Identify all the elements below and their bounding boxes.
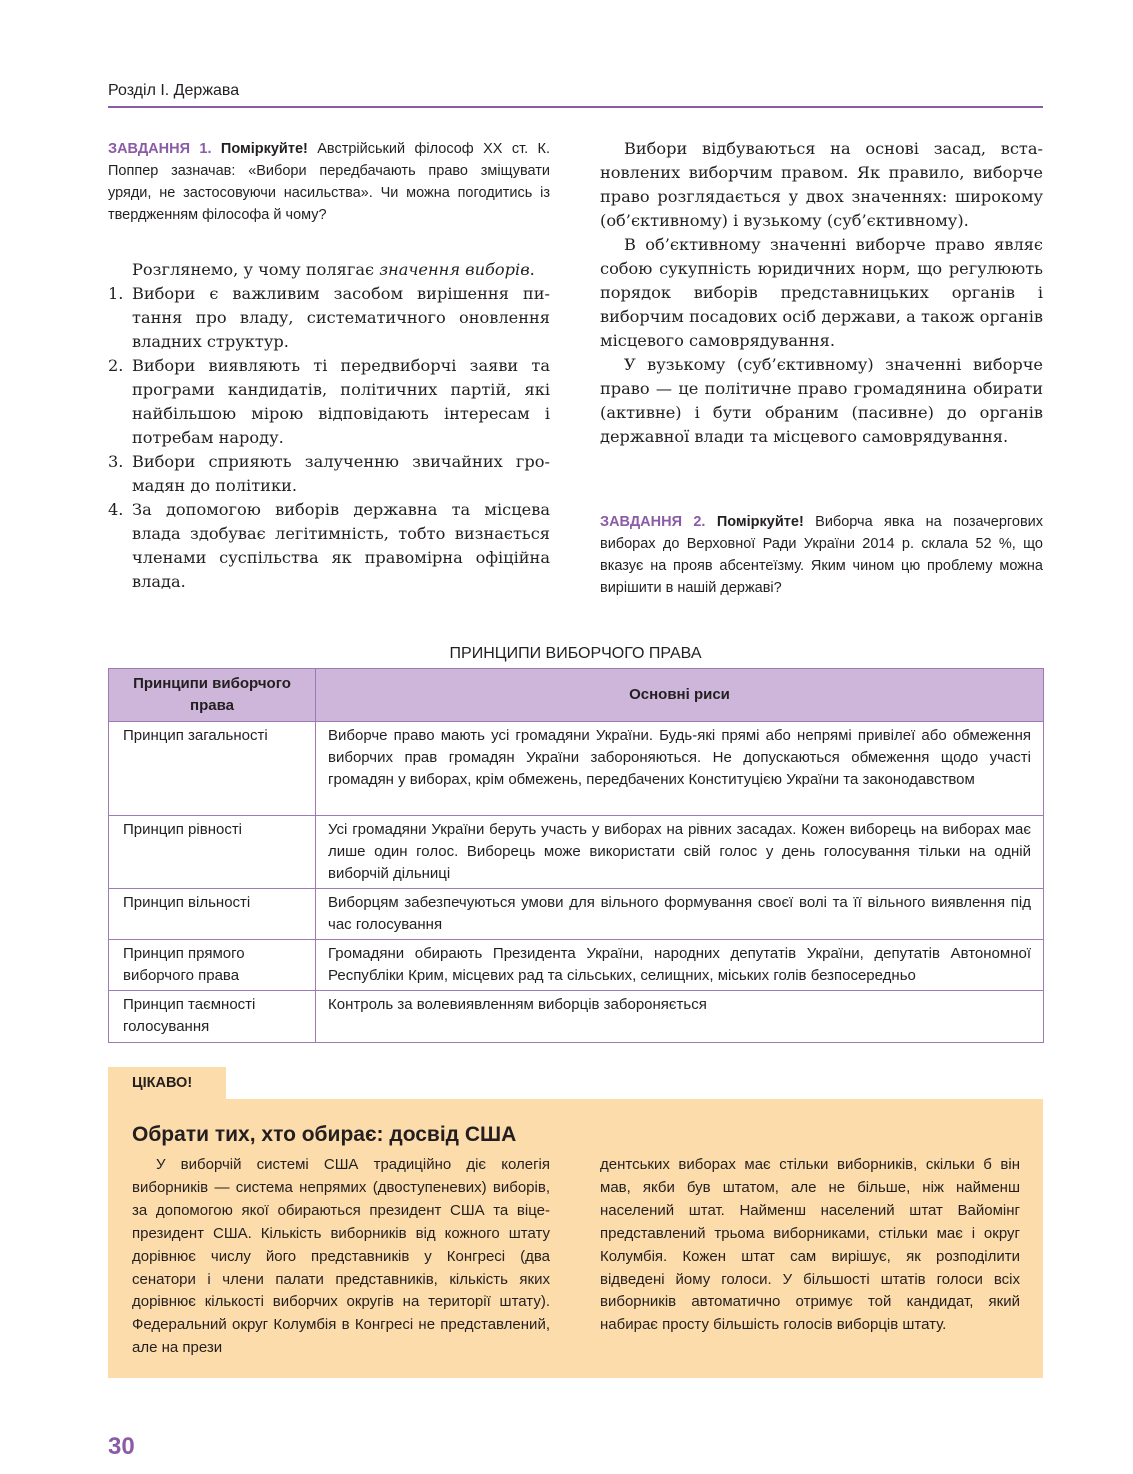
intro-emphasis: значення виборів: [379, 260, 530, 279]
page-number: 30: [108, 1433, 135, 1460]
task-1-label: ЗАВДАННЯ 1.: [108, 141, 212, 157]
principles-table: [108, 668, 1044, 1043]
box-title: Обрати тих, хто обирає: досвід США: [132, 1123, 517, 1146]
intro-paragraph: Розглянемо, у чому полягає значення виборів.: [132, 260, 535, 279]
box-right-text: дентських виборах має стільки виборників, скільки б він мав, якби був штатом, але не більше, ніж найменш населений штат. Найменш населений штат Вайомінг представлений трьома виборниками, стільки має і округ Колумбія. Кожен штат сам вирішує, як розподілити відведені йому голоси. У більшості штатів голоси всіх виборників автоматично отримує той кандидат, який набирає просту більшість голосів виборців штату.: [600, 1156, 1020, 1334]
suffrage-section: [600, 137, 1043, 449]
table-row: [109, 991, 1044, 1043]
principle-name: Принцип вільності: [109, 889, 316, 940]
task-1: [108, 138, 550, 226]
interesting-tag: ЦІКАВО!: [108, 1067, 226, 1100]
section-title: Розділ І. Держава: [108, 82, 240, 99]
principle-desc: Контроль за волевиявленням виборців забороняється: [316, 991, 1044, 1043]
table-row: [109, 889, 1044, 940]
table-caption: ПРИНЦИПИ ВИБОРЧОГО ПРАВА: [449, 645, 702, 662]
principle-desc: Усі громадяни України беруть участь у виборах на рівних засадах. Кожен виборець на виборах має лише один голос. Виборець може використати свій голос у день голосування тільки на одній виборчій дільниці: [316, 816, 1044, 889]
principle-name: Принцип таємності голосування: [109, 991, 316, 1043]
significance-list: [108, 282, 550, 594]
list-item: 4. За допомогою виборів державна та місцева влада здобуває легітимність, тобто визнається членами суспільства як правомірна офіційна влада.: [108, 500, 550, 591]
running-header: [108, 82, 1043, 108]
principle-name: Принцип прямого виборчого права: [109, 940, 316, 991]
box-left-text: У виборчій системі США традиційно діє колегія виборників — система непрямих (двоступеневих) виборів, за допомогою якої обираються президент США та віце-президент США. Кількість виборників від кожного штату дорівнює числу його представників у Конгресі (два сенатори і члени палати представників, кількість яких дорівнює кількості виборчих округів на території штату). Федеральний округ Колумбія в Конгресі не представлений, але на прези: [132, 1156, 550, 1357]
paragraph: В об’єктивному значенні виборче право являє собою сукупність юридичних норм, що регулюють порядок виборів представницьких органів і виборчим посадових осіб держави, а також органів місцевого самоврядування.: [600, 235, 1043, 350]
table-header-row: [109, 669, 1044, 722]
principle-name: Принцип рівності: [109, 816, 316, 889]
principle-desc: Виборцям забезпечуються умови для вільного формування своєї волі та її вільного виявлення під час голосування: [316, 889, 1044, 940]
principle-name: Принцип загальності: [109, 722, 316, 816]
task-1-lead: Поміркуйте!: [220, 141, 308, 157]
table-row: [109, 940, 1044, 991]
header-principles: Принципи виборчого права: [109, 669, 316, 722]
table-row: [109, 722, 1044, 816]
paragraph: У вузькому (суб’єктивному) значенні виборче право — це політичне право громадянина обирати (активне) і бути обраним (пасивне) до органів державної влади та місцевого самоврядування.: [600, 355, 1043, 446]
list-item: 1. Вибори є важливим засобом вирішення питання про владу, систематичного оновлення владних структур.: [108, 284, 550, 351]
principle-desc: Виборче право мають усі громадяни України. Будь-які прямі або непрямі привілеї або обмеження виборчих прав громадян України забороняються. Не допускаються обмеження щодо участі громадян у виборах, крім обмежень, передбачених Конституцією України та законодавством: [316, 722, 1044, 816]
task-2-lead: Поміркуйте!: [716, 514, 804, 530]
principle-desc: Громадяни обирають Президента України, народних депутатів України, депутатів Автономної Республіки Крим, місцевих рад та сільських, селищних, міських голів безпосередньо: [316, 940, 1044, 991]
task-2-text: Виборча явка на позачергових виборах до Верховної Ради України 2014 р. склала 52 %, що вказує на прояв абсентеїзму. Яким чином цю проблему можна вирішити в нашій державі?: [600, 514, 1044, 596]
paragraph: Вибори відбуваються на основі засад, встановлених виборчим правом. Як правило, виборче право розглядається у двох значеннях: широкому (об’єктивному) і вузькому (суб’єктивному).: [600, 139, 1043, 230]
significance-section: [108, 258, 550, 594]
task-2-label: ЗАВДАННЯ 2.: [600, 514, 706, 530]
list-item: 2. Вибори виявляють ті передвиборчі заяви та програми кандидатів, політичних партій, які найбільшою мірою відповідають інтересам і потребам народу.: [108, 356, 550, 447]
header-features: Основні риси: [316, 669, 1044, 722]
task-2: [600, 511, 1043, 599]
table-row: [109, 816, 1044, 889]
task-1-text: Австрійський філософ XX ст. К. Поппер зазначав: «Вибори передбачають право зміщувати уряди, не застосовуючи насильства». Чи можна погодитись із твердженням філософа й чому?: [108, 141, 551, 223]
list-item: 3. Вибори сприяють залученню звичайних громадян до політики.: [108, 452, 550, 495]
